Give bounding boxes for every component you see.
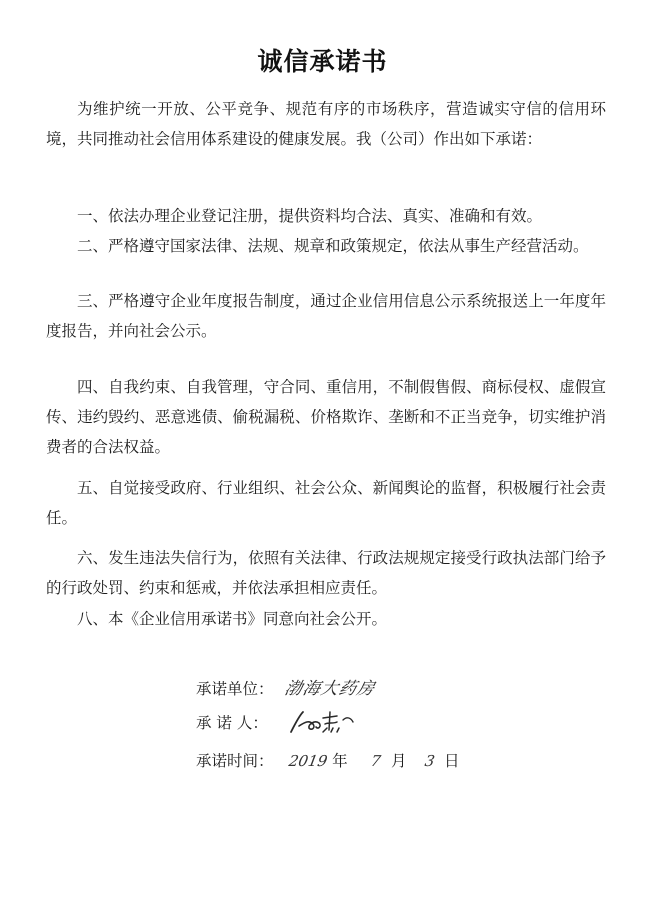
commitment-item-4: 四、自我约束、自我管理，守合同、重信用，不制假售假、商标侵权、虚假宣传、违约毁约、恶意逃债、偷税漏税、价格欺诈、垄断和不正当竞争，切实维护消费者的合法权益。	[46, 378, 606, 456]
signature-day-unit: 日	[443, 752, 460, 770]
signature-month-unit: 月	[391, 752, 407, 770]
commitment-item-5: 五、自觉接受政府、行业组织、社会公众、新闻舆论的监督，积极履行社会责任。	[46, 479, 606, 527]
signature-unit-handwriting: 渤海大药房	[282, 679, 378, 699]
commitment-item-1: 一、依法办理企业登记注册，提供资料均合法、真实、准确和有效。	[77, 207, 543, 225]
signature-month: 7	[368, 752, 382, 770]
commitment-item-3: 三、严格遵守企业年度报告制度，通过企业信用信息公示系统报送上一年度年度报告，并向社会公示。	[46, 292, 606, 340]
signature-date-label: 承诺时间：	[196, 752, 274, 770]
signature-day: 3	[423, 752, 437, 770]
commitment-item-6: 六、发生违法失信行为，依照有关法律、行政法规规定接受行政执法部门给予的行政处罚、约束和惩戒，并依法承担相应责任。	[46, 549, 606, 597]
signature-person-row	[196, 706, 375, 736]
intro-paragraph: 为维护统一开放、公平竞争、规范有序的市场秩序，营造诚实守信的信用环境，共同推动社会信用体系建设的健康发展。我（公司）作出如下承诺：	[46, 100, 606, 148]
signature-date-row	[196, 745, 459, 775]
signature-unit-label: 承诺单位：	[196, 680, 274, 698]
signature-year-unit: 年	[332, 752, 348, 770]
signature-unit-row	[196, 673, 378, 703]
commitment-item-8: 八、本《企业信用承诺书》同意向社会公开。	[77, 610, 388, 628]
signature-year: 2019	[287, 752, 329, 770]
handwritten-signature-icon	[285, 706, 375, 740]
commitment-item-2: 二、严格遵守国家法律、法规、规章和政策规定，依法从事生产经营活动。	[77, 237, 589, 255]
document-title: 诚信承诺书	[257, 47, 388, 76]
signature-person-label: 承 诺 人：	[196, 714, 268, 732]
